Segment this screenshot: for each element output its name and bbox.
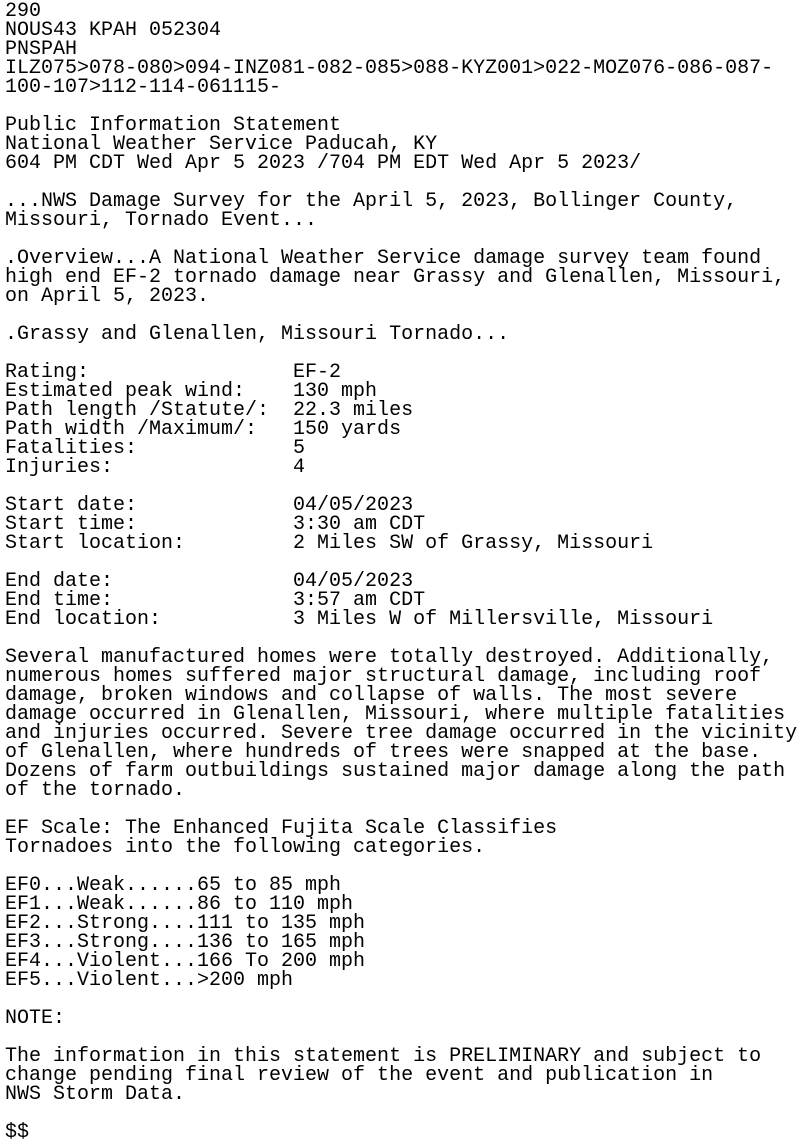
ef-scale-row: EF2...Strong....111 to 135 mph xyxy=(5,912,366,935)
start-location-row: Start location: 2 Miles SW of Grassy, Missouri xyxy=(5,532,654,555)
peak-wind-row: Estimated peak wind: 130 mph xyxy=(5,380,378,403)
narrative-line: of Glenallen, where hundreds of trees were snapped at the base. xyxy=(5,741,762,764)
overview-line-1: .Overview...A National Weather Service damage survey team found xyxy=(5,247,762,270)
ef-scale-intro-line-2: Tornadoes into the following categories. xyxy=(5,836,486,859)
tornado-title: .Grassy and Glenallen, Missouri Tornado... xyxy=(5,323,510,346)
fatalities-row: Fatalities: 5 xyxy=(5,437,306,460)
narrative-line: numerous homes suffered major structural damage, including roof xyxy=(5,665,762,688)
narrative-line: damage, broken windows and collapse of walls. The most severe xyxy=(5,684,738,707)
issue-time: 604 PM CDT Wed Apr 5 2023 /704 PM EDT Wed Apr 5 2023/ xyxy=(5,152,642,175)
path-width-row: Path width /Maximum/: 150 yards xyxy=(5,418,402,441)
narrative-line: Dozens of farm outbuildings sustained major damage along the path xyxy=(5,760,786,783)
ef-scale-row: EF1...Weak......86 to 110 mph xyxy=(5,893,354,916)
ef-scale-row: EF0...Weak......65 to 85 mph xyxy=(5,874,342,897)
zone-codes-line-1: ILZ075>078-080>094-INZ081-082-085>088-KYZ001>022-MOZ076-086-087- xyxy=(5,57,774,80)
ef-scale-intro-line-1: EF Scale: The Enhanced Fujita Scale Classifies xyxy=(5,817,558,840)
ef-scale-row: EF4...Violent...166 To 200 mph xyxy=(5,950,366,973)
headline-line-1: ...NWS Damage Survey for the April 5, 2023, Bollinger County, xyxy=(5,190,738,213)
end-of-product-marker: $$ xyxy=(5,1121,30,1144)
blank-line xyxy=(5,1104,802,1123)
note-line-2: change pending final review of the event and publication in xyxy=(5,1064,714,1087)
narrative-line: and injuries occurred. Severe tree damage occurred in the vicinity xyxy=(5,722,798,745)
narrative-line: damage occurred in Glenallen, Missouri, where multiple fatalities xyxy=(5,703,786,726)
narrative-line: Several manufactured homes were totally destroyed. Additionally, xyxy=(5,646,774,669)
start-date-row: Start date: 04/05/2023 xyxy=(5,494,414,517)
end-date-row: End date: 04/05/2023 xyxy=(5,570,414,593)
product-name: Public Information Statement xyxy=(5,114,342,137)
narrative-line: of the tornado. xyxy=(5,779,186,802)
wmo-header: NOUS43 KPAH 052304 xyxy=(5,19,222,42)
overview-line-3: on April 5, 2023. xyxy=(5,285,210,308)
start-time-row: Start time: 3:30 am CDT xyxy=(5,513,426,536)
sequence-number: 290 xyxy=(5,0,42,23)
office-name: National Weather Service Paducah, KY xyxy=(5,133,438,156)
ef-scale-row: EF3...Strong....136 to 165 mph xyxy=(5,931,366,954)
blank-line xyxy=(5,990,802,1009)
note-line-3: NWS Storm Data. xyxy=(5,1083,186,1106)
awips-id: PNSPAH xyxy=(5,38,78,61)
zone-codes-line-2: 100-107>112-114-061115- xyxy=(5,76,282,99)
note-line-1: The information in this statement is PRELIMINARY and subject to xyxy=(5,1045,762,1068)
end-location-row: End location: 3 Miles W of Millersville, Missouri xyxy=(5,608,714,631)
headline-line-2: Missouri, Tornado Event... xyxy=(5,209,318,232)
end-time-row: End time: 3:57 am CDT xyxy=(5,589,426,612)
overview-line-2: high end EF-2 tornado damage near Grassy and Glenallen, Missouri, xyxy=(5,266,786,289)
ef-scale-row: EF5...Violent...>200 mph xyxy=(5,969,294,992)
injuries-row: Injuries: 4 xyxy=(5,456,306,479)
note-label: NOTE: xyxy=(5,1007,66,1030)
rating-row: Rating: EF-2 xyxy=(5,361,342,384)
path-length-row: Path length /Statute/: 22.3 miles xyxy=(5,399,414,422)
